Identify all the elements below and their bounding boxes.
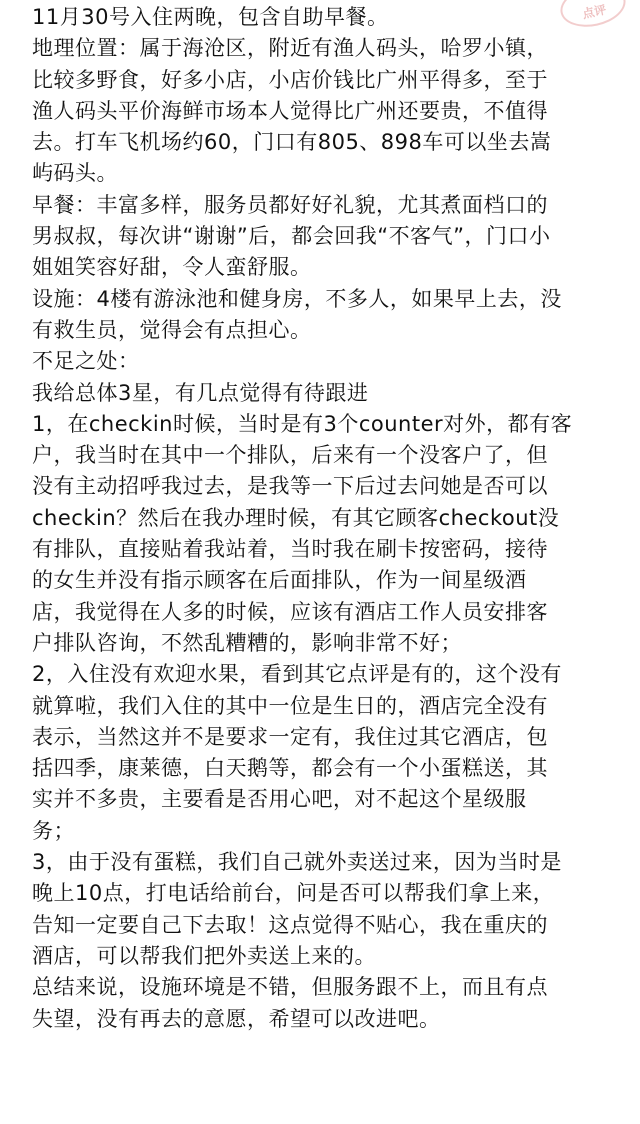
review-line: 我给总体3星，有几点觉得有待跟进: [32, 380, 369, 405]
review-line: 11月30号入住两晚，包含自助早餐。: [32, 5, 389, 29]
review-line: 实并不多贵，主要看是否用心吧，对不起这个星级服: [32, 787, 527, 812]
review-line: 渔人码头平价海鲜市场本人觉得比广州还要贵，不值得: [32, 98, 548, 123]
review-line: 不足之处：: [32, 349, 140, 374]
review-line: 比较多野食，好多小店，小店价钱比广州平得多，至于: [32, 67, 548, 92]
review-line: 有救生员，觉得会有点担心。: [32, 317, 312, 342]
review-line: 总结来说，设施环境是不错，但服务跟不上，而且有点: [32, 975, 548, 1000]
review-line: 户，我当时在其中一个排队，后来有一个没客户了，但: [32, 443, 548, 468]
review-line: 早餐：丰富多样，服务员都好好礼貌，尤其煮面档口的: [32, 192, 548, 217]
review-line: 就算啦，我们入住的其中一位是生日的，酒店完全没有: [32, 693, 548, 718]
review-line: 地理位置：属于海沧区，附近有渔人码头，哈罗小镇，: [32, 36, 548, 61]
review-line: 屿码头。: [32, 161, 118, 186]
review-line: 酒店，可以帮我们把外卖送上来的。: [32, 943, 376, 968]
review-line: 表示，当然这并不是要求一定有，我住过其它酒店，包: [32, 724, 548, 749]
review-line: 括四季，康莱德，白天鹅等，都会有一个小蛋糕送，其: [32, 756, 548, 781]
review-line: 男叔叔，每次讲“谢谢”后，都会回我“不客气”，门口小: [32, 224, 551, 249]
review-line: 1，在checkin时候，当时是有3个counter对外，都有客: [32, 411, 573, 436]
review-line: 告知一定要自己下去取！这点觉得不贴心，我在重庆的: [32, 912, 548, 937]
review-line: checkin？然后在我办理时候，有其它顾客checkout没: [32, 505, 560, 530]
review-line: 务；: [32, 818, 75, 843]
review-line: 户排队咨询，不然乱糟糟的，影响非常不好；: [32, 630, 462, 655]
review-line: 设施：4楼有游泳池和健身房，不多人，如果早上去，没: [32, 286, 562, 311]
review-line: 的女生并没有指示顾客在后面排队，作为一间星级酒: [32, 568, 527, 593]
review-line: 姐姐笑容好甜，令人蛮舒服。: [32, 255, 312, 280]
review-line: 店，我觉得在人多的时候，应该有酒店工作人员安排客: [32, 599, 548, 624]
watermark-text: 点评: [581, 2, 608, 22]
review-line: 有排队，直接贴着我站着，当时我在刷卡按密码，接待: [32, 537, 548, 562]
review-line: 去。打车飞机场约60，门口有805、898车可以坐去嵩: [32, 130, 552, 155]
review-line: 晚上10点，打电话给前台，问是否可以帮我们拿上来，: [32, 881, 555, 906]
review-line: 3，由于没有蛋糕，我们自己就外卖送过来，因为当时是: [32, 850, 562, 875]
review-line: 没有主动招呼我过去，是我等一下后过去问她是否可以: [32, 474, 548, 499]
review-text-body: [32, 2, 612, 1035]
review-line: 失望，没有再去的意愿，希望可以改进吧。: [32, 1006, 441, 1031]
review-line: 2，入住没有欢迎水果，看到其它点评是有的，这个没有: [32, 662, 562, 687]
